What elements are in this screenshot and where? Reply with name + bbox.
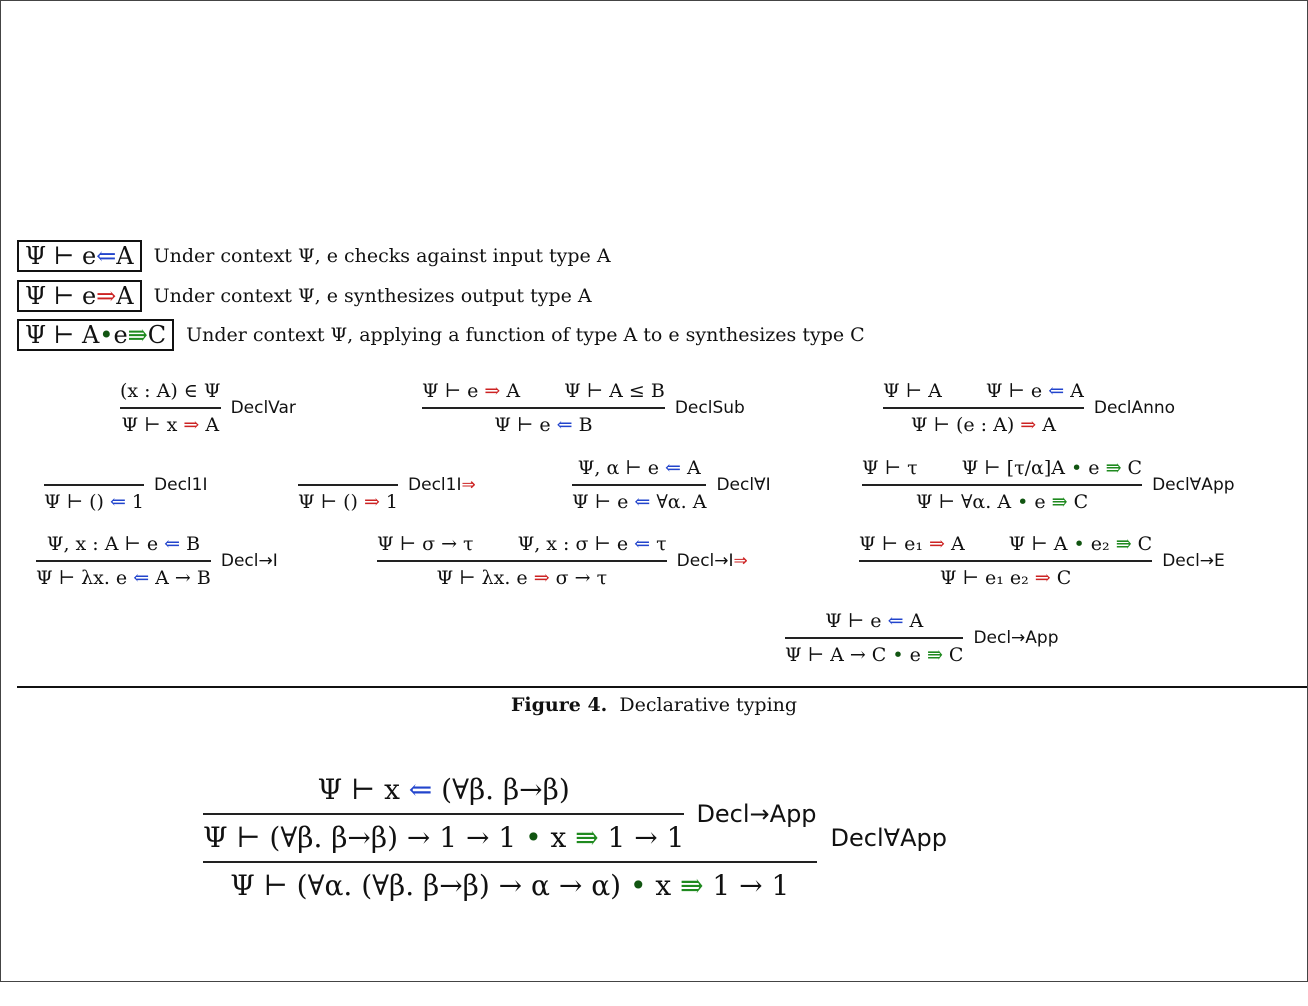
judgement-check (17, 240, 611, 272)
decl1i-synth-name: Decl1I⇒ (408, 475, 476, 495)
declsub-premise-1: Ψ ⊢ e ⇒ A (422, 380, 521, 402)
inference-bar (44, 484, 144, 486)
inference-bar (422, 407, 665, 409)
example-derivation (203, 770, 947, 906)
declarrowe-premise-2: Ψ ⊢ A • e₂ ⇛ C (1008, 533, 1153, 555)
inference-bar (862, 484, 1142, 486)
declforalli-name: Decl∀I (716, 475, 771, 495)
declanno-premise-1: Ψ ⊢ A (883, 380, 942, 402)
judgement-synth-rhs: A (116, 282, 134, 310)
inference-bar (298, 484, 398, 486)
judgement-app-formula (17, 319, 174, 351)
declforallapp-name: Decl∀App (1152, 475, 1235, 495)
declarrowapp-premise: Ψ ⊢ e ⇐ A (825, 610, 924, 632)
judgement-app (17, 319, 865, 351)
rule-declforallapp (862, 455, 1235, 515)
declforallapp-conclusion: Ψ ⊢ ∀α. A • e ⇛ C (915, 491, 1089, 513)
declarrowi-synth-conclusion: Ψ ⊢ λx. e ⇒ σ → τ (436, 567, 608, 589)
judgement-check-lhs: Ψ ⊢ e (25, 242, 97, 270)
judgement-check-formula (17, 240, 142, 272)
judgement-check-description: Under context Ψ, e checks against input type A (153, 245, 611, 267)
rule-decl1i-synth (298, 455, 476, 515)
app-dot: • (99, 321, 114, 349)
declarrowi-conclusion: Ψ ⊢ λx. e ⇐ A → B (36, 567, 211, 589)
declarrowe-premise-1: Ψ ⊢ e₁ ⇒ A (859, 533, 965, 555)
declsub-premise-2: Ψ ⊢ A ≤ B (564, 380, 665, 402)
figure-label: Figure 4. (510, 694, 608, 716)
figure-title: Declarative typing (619, 694, 798, 716)
decl1i-conclusion: Ψ ⊢ () ⇐ 1 (44, 491, 145, 513)
check-arrow: ⇐ (96, 242, 117, 270)
declarrowapp-conclusion: Ψ ⊢ A → C • e ⇛ C (785, 644, 964, 666)
declsub-conclusion: Ψ ⊢ e ⇐ B (494, 414, 593, 436)
decl1i-synth-conclusion: Ψ ⊢ () ⇒ 1 (298, 491, 399, 513)
synth-arrow: ⇒ (96, 282, 117, 310)
inference-bar (36, 560, 211, 562)
example-conclusion: Ψ ⊢ (∀α. (∀β. β→β) → α → α) • x ⇛ 1 → 1 (230, 869, 790, 902)
inference-bar (883, 407, 1084, 409)
inference-bar (377, 560, 667, 562)
rule-declarrowapp (785, 608, 1059, 668)
declforallapp-premise-2: Ψ ⊢ [τ/α]A • e ⇛ C (961, 457, 1143, 479)
rule-declarrowe (859, 531, 1225, 591)
declforallapp-premise-1: Ψ ⊢ τ (862, 457, 918, 479)
example-premise: Ψ ⊢ x ⇐ (∀β. β→β) (317, 773, 570, 806)
figure-separator (17, 686, 1307, 688)
inference-bar (785, 637, 963, 639)
inference-bar (572, 484, 706, 486)
declsub-name: DeclSub (674, 398, 745, 418)
app-arrow: ⇛ (127, 321, 148, 349)
declarrowi-name: Decl→I (220, 551, 278, 571)
declarrowi-synth-premise-2: Ψ, x : σ ⊢ e ⇐ τ (517, 533, 667, 555)
declanno-premise-2: Ψ ⊢ e ⇐ A (985, 380, 1084, 402)
example-inner-rule: Decl→App (696, 800, 817, 828)
declforalli-conclusion: Ψ ⊢ e ⇐ ∀α. A (572, 491, 707, 513)
declarrowe-name: Decl→E (1162, 551, 1225, 571)
judgement-synth (17, 280, 592, 312)
declanno-conclusion: Ψ ⊢ (e : A) ⇒ A (910, 414, 1056, 436)
declarrowi-premise: Ψ, x : A ⊢ e ⇐ B (46, 533, 201, 555)
rule-declarrowi (36, 531, 278, 591)
declarrowi-synth-premise-1: Ψ ⊢ σ → τ (377, 533, 474, 555)
declvar-premise: (x : A) ∈ Ψ (120, 380, 221, 402)
declarrowe-conclusion: Ψ ⊢ e₁ e₂ ⇒ C (939, 567, 1072, 589)
judgement-app-lhs: Ψ ⊢ A (25, 321, 100, 349)
judgement-synth-description: Under context Ψ, e synthesizes output type A (153, 285, 592, 307)
declarrowapp-name: Decl→App (973, 628, 1059, 648)
declvar-name: DeclVar (230, 398, 296, 418)
declanno-name: DeclAnno (1093, 398, 1176, 418)
rule-declarrowi-synth (377, 531, 748, 591)
judgement-app-rhs: C (147, 321, 167, 349)
judgement-app-mid: e (113, 321, 128, 349)
inference-bar (859, 560, 1152, 562)
rule-declforalli (572, 455, 771, 515)
declforalli-premise: Ψ, α ⊢ e ⇐ A (577, 457, 701, 479)
declvar-conclusion: Ψ ⊢ x ⇒ A (121, 414, 220, 436)
decl1i-name: Decl1I (154, 475, 208, 495)
inference-bar (120, 407, 221, 409)
rule-declvar (120, 378, 296, 438)
rule-declanno (883, 378, 1175, 438)
figure-caption (0, 694, 1308, 716)
judgement-check-rhs: A (116, 242, 134, 270)
inner-inference-bar (203, 813, 684, 815)
example-middle: Ψ ⊢ (∀β. β→β) → 1 → 1 • x ⇛ 1 → 1 (203, 821, 685, 854)
declarrowi-synth-name: Decl→I⇒ (676, 551, 748, 571)
judgement-app-description: Under context Ψ, applying a function of type A to e synthesizes type C (186, 324, 865, 346)
example-outer-rule: Decl∀App (830, 824, 947, 852)
judgement-synth-lhs: Ψ ⊢ e (25, 282, 97, 310)
judgement-synth-formula (17, 280, 142, 312)
rule-decl1i (44, 455, 207, 515)
outer-inference-bar (203, 861, 817, 863)
rule-declsub (422, 378, 745, 438)
